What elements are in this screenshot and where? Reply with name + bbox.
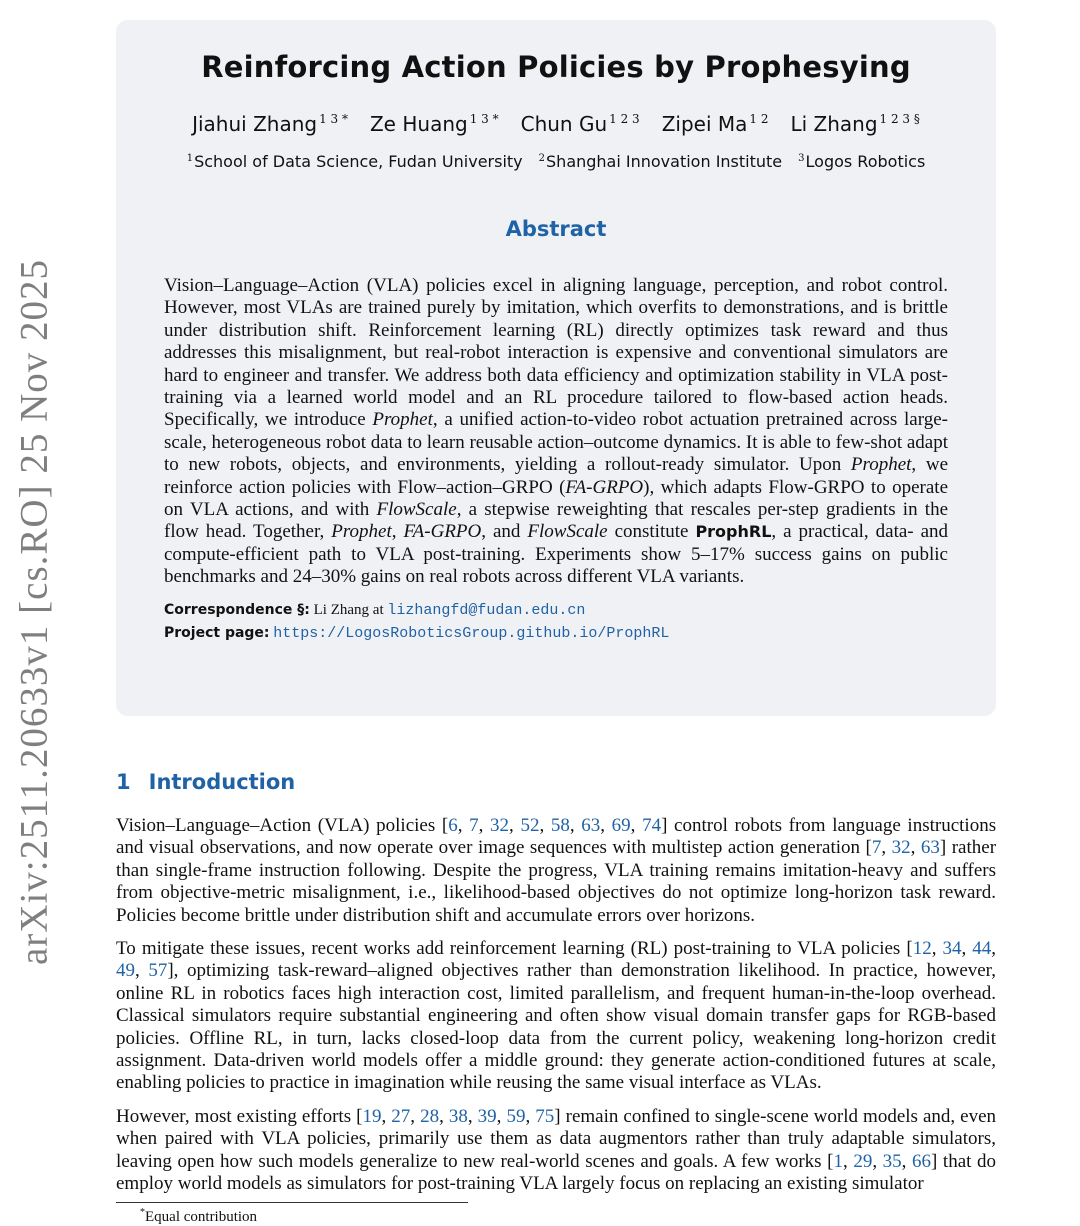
intro-paragraph: To mitigate these issues, recent works add reinforcement learning (RL) post-training to VLA policies [12, 34, 44, 49, 57], optimizing task-reward–aligned objectives rather than demonstration likelihood. In practice, however, online RL in robotics faces high interaction cost, limited parallelism, and frequent human-in-the-loop overhead. Classical simulators require substantial engineering and often show visual domain transfer gaps for RGB-based policies. Offline RL, in turn, lacks closed-loop data from the current policy, weakening long-horizon credit assignment. Data-driven world models offer a middle ground: they generate action-conditioned futures at scale, enabling policies to practice in imagination while reusing the same visual interface as VLAs. (116, 938, 997, 1094)
footnote-equal-contribution: *Equal contribution (140, 1207, 258, 1225)
project-page-label: Project page: (164, 624, 270, 641)
project-page-link[interactable]: https://LogosRoboticsGroup.github.io/ProphRL (273, 624, 670, 642)
introduction-body (116, 815, 996, 1207)
citation-link[interactable]: 32 (490, 815, 510, 836)
paper-title: Reinforcing Action Policies by Prophesying (201, 50, 911, 84)
citation-link[interactable]: 28 (420, 1105, 440, 1127)
citation-link[interactable]: 63 (581, 815, 601, 836)
method-name-flowscale: FlowScale (376, 499, 457, 521)
introduction-heading: 1 Introduction (116, 770, 296, 794)
citation-link[interactable]: 49 (116, 960, 135, 982)
author: Chun Gu $^{1 2 3}$ (520, 112, 640, 136)
citation-link[interactable]: 39 (477, 1105, 497, 1127)
intro-paragraph: Vision–Language–Action (VLA) policies [6, 7, 32, 52, 58, 63, 69, 74] control robots from language instructions and visual observations, and now operate over image sequences with multistep action generation [7, 32, 63] rather than single-frame instruction following. Despite the progress, VLA training remains imitation-heavy and suffers from objective-metric misalignment, i.e., likelihood-based objectives do not optimize long-horizon task reward. Policies become brittle under distribution shift and accumulate errors over horizons. (116, 815, 997, 926)
author: Ze Huang $^{1 3 *}$ (369, 112, 499, 136)
citation-link[interactable]: 32 (891, 837, 911, 859)
citation-link[interactable]: 35 (882, 1150, 902, 1172)
citation-link[interactable]: 6 (448, 815, 458, 836)
citation-link[interactable]: 34 (942, 938, 962, 960)
citation-link[interactable]: 12 (912, 938, 932, 960)
method-name-fa-grpo: FA-GRPO (565, 476, 644, 498)
correspondence-name: Li Zhang at (313, 601, 384, 618)
abstract-heading: Abstract (505, 217, 607, 241)
affiliation: $^2$Shanghai Innovation Institute (538, 152, 783, 171)
citation-link[interactable]: 29 (853, 1150, 873, 1172)
citation-link[interactable]: 27 (391, 1105, 411, 1127)
citation-link[interactable]: 7 (469, 815, 479, 836)
footnote-divider (116, 1202, 468, 1203)
project-page-line (164, 622, 948, 645)
intro-paragraph: However, most existing efforts [19, 27, 28, 38, 39, 59, 75] remain confined to single-scene world models and, even when paired with VLA policies, primarily use them as data augmentors rather than truly adaptable simulators, leaving open how such models generalize to new real-world scenes and goals. A few works [1, 29, 35, 66] that do employ world models as simulators for post-training VLA largely focus on replacing an existing simulator (116, 1105, 997, 1195)
citation-link[interactable]: 38 (448, 1105, 468, 1127)
citation-link[interactable]: 69 (611, 815, 631, 836)
citation-link[interactable]: 19 (362, 1105, 382, 1127)
citation-link[interactable]: 75 (535, 1105, 555, 1127)
citation-link[interactable]: 66 (912, 1150, 932, 1172)
citation-link[interactable]: 44 (972, 938, 992, 960)
citation-link[interactable]: 1 (833, 1150, 843, 1172)
author: Jiahui Zhang $^{1 3 *}$ (192, 112, 348, 136)
arxiv-identifier-stamp: arXiv:2511.20633v1 [cs.RO] 25 Nov 2025 (12, 259, 56, 965)
citation-link[interactable]: 63 (920, 837, 940, 859)
author-list (164, 112, 948, 136)
correspondence-email-link[interactable]: lizhangfd@fudan.edu.cn (387, 601, 586, 619)
title-abstract-panel (116, 20, 996, 716)
affiliation-list (164, 152, 948, 171)
author: Zipei Ma $^{1 2}$ (661, 112, 769, 136)
correspondence-line (164, 599, 948, 622)
abstract-text: Vision–Language–Action (VLA) policies excel in aligning language, perception, and robot control. However, most VLAs are trained purely by imitation, which overfits to demonstrations, and is brittle under distribution shift. Reinforcement learning (RL) directly optimizes task reward and thus addresses this misalignment, but real-robot interaction is expensive and conventional simulators are hard to engineer and transfer. We address both data efficiency and optimization stability in VLA post-training via a learned world model and an RL procedure tailored to flow-based action heads. Specifically, we introduce Prophet, a unified action-to-video robot actuation pretrained across large-scale, heterogeneous robot data to learn reusable action–outcome dynamics. It is able to few-shot adapt to new robots, objects, and environments, yielding a rollout-ready simulator. Upon Prophet, we reinforce action policies with Flow–action–GRPO (FA-GRPO), which adapts Flow-GRPO to operate on VLA actions, and with FlowScale, a stepwise reweighting that rescales per-step gradients in the flow head. Together, Prophet, FA-GRPO, and FlowScale constitute ProphRL, a practical, data- and compute-efficient path to VLA post-training. Experiments show 5–17% success gains on public benchmarks and 24–30% gains on real robots across different VLA variants. (164, 275, 949, 588)
citation-link[interactable]: 7 (871, 837, 882, 859)
method-name-prophet: Prophet (372, 409, 433, 431)
author: Li Zhang $^{1 2 3 \S}$ (790, 112, 920, 136)
citation-link[interactable]: 57 (148, 960, 168, 982)
citation-link[interactable]: 74 (642, 815, 662, 836)
citation-link[interactable]: 58 (550, 815, 570, 836)
affiliation: $^1$School of Data Science, Fudan University (186, 152, 523, 171)
method-name-prophet: Prophet (850, 454, 912, 476)
affiliation: $^3$Logos Robotics (798, 152, 926, 171)
citation-link[interactable]: 52 (520, 815, 540, 836)
correspondence-label: Correspondence §: (164, 601, 310, 618)
method-name-prophrl: ProphRL (695, 522, 772, 542)
citation-link[interactable]: 59 (506, 1105, 526, 1127)
